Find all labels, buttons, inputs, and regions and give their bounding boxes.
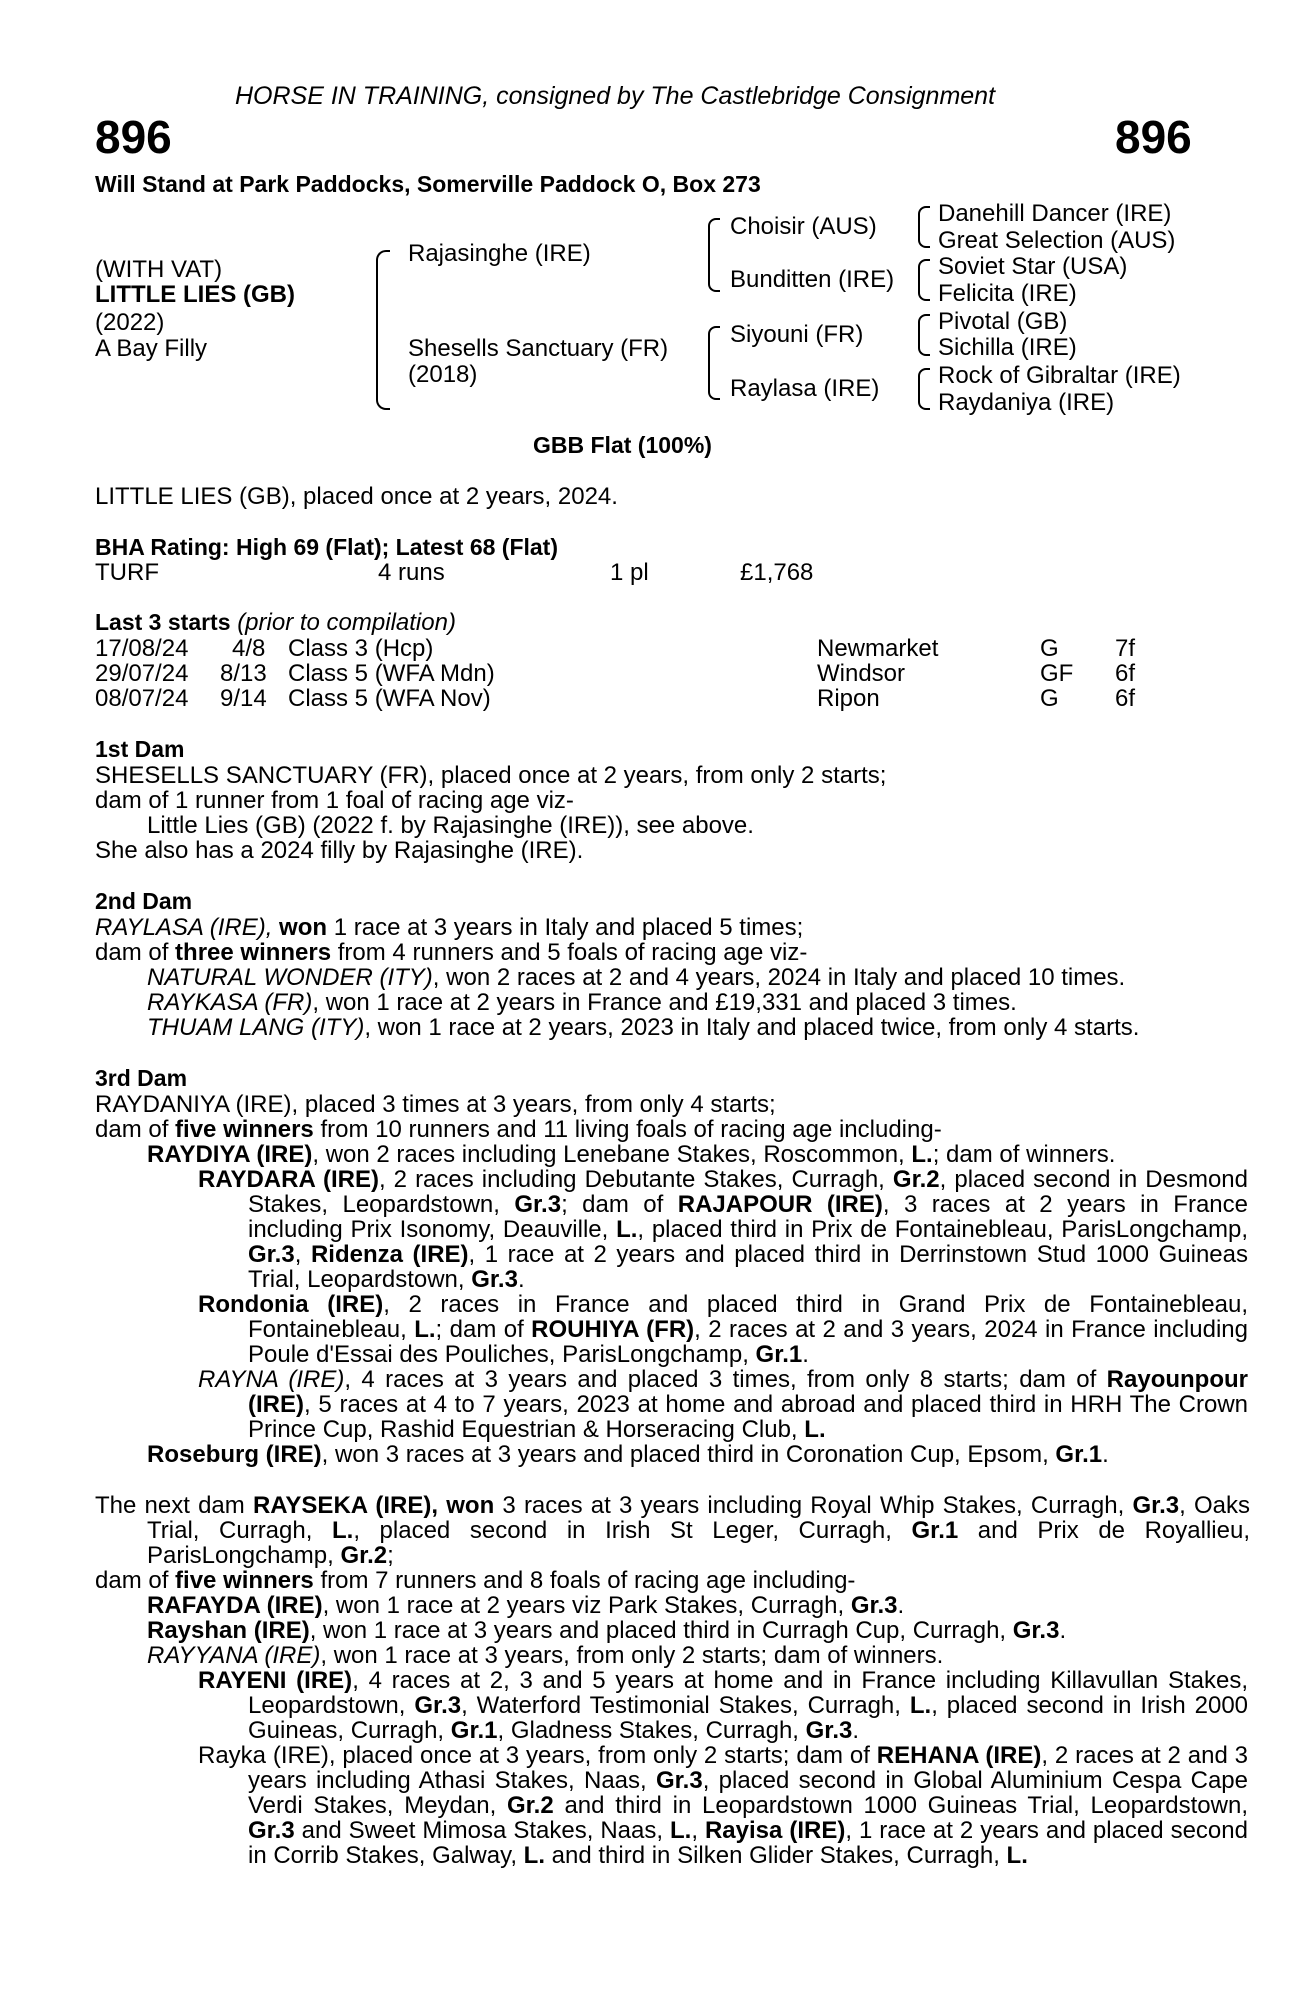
horse-name: RAYLASA (IRE), (95, 914, 273, 941)
horse-name: Rayisa (IRE) (704, 1817, 846, 1844)
text: . (802, 1341, 809, 1368)
listed-label: L. (670, 1817, 692, 1844)
text: and Prix de Royallieu, ParisLongchamp, (147, 1517, 1250, 1569)
winners-count: three winners (175, 939, 332, 966)
text: . (517, 1266, 525, 1293)
pedigree-dss: Pivotal (GB) (938, 308, 1068, 335)
listed-label: L. (616, 1216, 638, 1243)
text: , 4 races at 3 years and placed 3 times, from only 8 starts; dam of (344, 1366, 1097, 1393)
text: . (1102, 1441, 1109, 1468)
next-dam-paragraph (95, 1493, 1250, 1568)
group-label: Gr.1 (1055, 1441, 1103, 1468)
group-label: Gr.3 (414, 1692, 462, 1719)
pedigree-brace-ss (918, 206, 930, 248)
start-class: Class 3 (Hcp) (288, 635, 434, 662)
text: , 2 races including Debutante Stakes, Curragh, (378, 1166, 885, 1193)
text: , placed second in Desmond Stakes, Leopardstown, (248, 1166, 1248, 1218)
progeny-paragraph-rayeni (198, 1668, 1248, 1743)
pedigree-sd: Bunditten (IRE) (730, 266, 895, 293)
horse-name: THUAM LANG (ITY) (147, 1014, 365, 1041)
first-dam-line: dam of 1 runner from 1 foal of racing age viz- (95, 787, 574, 814)
text: . (897, 1592, 905, 1619)
text: , won 1 race at 2 years, 2023 in Italy and placed twice, from only 4 starts. (364, 1014, 1140, 1041)
text: , 2 races at 2 and 3 years, 2024 in France including Poule d'Essai des Pouliches, ParisLongchamp, (248, 1316, 1248, 1368)
rating-earnings: £1,768 (740, 559, 814, 586)
group-label: Gr.1 (755, 1341, 803, 1368)
group-label: Gr.1 (911, 1517, 959, 1544)
text: dam of (95, 1116, 169, 1143)
start-going: G (1040, 685, 1059, 712)
group-label: Gr.3 (471, 1266, 518, 1293)
stand-location: Will Stand at Park Paddocks, Somerville Paddock O, Box 273 (95, 171, 761, 197)
text: , Oaks Trial, Curragh, (147, 1492, 1251, 1544)
text: 3 races at 3 years including Royal Whip Stakes, Curragh, (502, 1492, 1125, 1519)
text: , won 1 race at 3 years, from only 2 starts; dam of winners. (320, 1642, 944, 1669)
progeny-paragraph-rayna (198, 1367, 1248, 1442)
listed-label: L. (804, 1416, 826, 1443)
start-distance: 6f (1115, 685, 1136, 712)
listed-label: L. (331, 1517, 354, 1544)
start-position: 9/14 (220, 685, 267, 712)
last-starts-title: Last 3 starts (95, 609, 231, 635)
vat-note: (WITH VAT) (95, 256, 223, 283)
horse-name: RAYDIYA (IRE) (147, 1141, 313, 1168)
start-course: Ripon (817, 685, 880, 712)
start-going: G (1040, 635, 1059, 662)
listed-label: L. (909, 1692, 932, 1719)
pedigree-sss: Danehill Dancer (IRE) (938, 200, 1172, 227)
first-dam-line: She also has a 2024 filly by Rajasinghe (IRE). (95, 837, 584, 864)
text: and Sweet Mimosa Stakes, Naas, (301, 1817, 664, 1844)
text: , won 3 races at 3 years and placed third in Coronation Cup, Epsom, (321, 1441, 1049, 1468)
pedigree-sire: Rajasinghe (IRE) (408, 240, 591, 267)
second-dam-line (95, 940, 807, 965)
pedigree-brace-dam (708, 326, 720, 400)
listed-label: L. (1006, 1842, 1028, 1869)
horse-year: (2022) (95, 309, 165, 336)
pedigree-brace-sire (708, 218, 720, 292)
text: ; dam of (435, 1316, 524, 1343)
text: from 10 runners and 11 living foals of racing age including- (320, 1116, 942, 1143)
progeny-paragraph-raydara (198, 1167, 1248, 1292)
winners-count: five winners (175, 1567, 314, 1594)
pedigree-brace-sd (918, 259, 930, 301)
progeny-paragraph-rondonia (198, 1292, 1248, 1367)
text: , Waterford Testimonial Stakes, Curragh, (461, 1692, 901, 1719)
start-course: Windsor (817, 660, 906, 687)
horse-name: RAFAYDA (IRE) (147, 1592, 323, 1619)
text: . (1059, 1617, 1067, 1644)
page-header: HORSE IN TRAINING, consigned by The Castlebridge Consignment (235, 82, 996, 110)
won-label: won (279, 914, 328, 941)
listed-label: L. (911, 1141, 933, 1168)
horse-name: RAJAPOUR (IRE) (677, 1191, 883, 1218)
text: , placed second in Irish St Leger, Curragh, (353, 1517, 892, 1544)
rating-surface: TURF (95, 559, 159, 586)
group-label: Gr.3 (514, 1191, 562, 1218)
horse-name: Roseburg (IRE) (147, 1441, 322, 1468)
text: , 5 races at 4 to 7 years, 2023 at home and abroad and placed third in HRH The Crown Prince Cup, Rashid Equestrian & Horseracing Club, (248, 1391, 1248, 1443)
text: Rayka (IRE), placed once at 3 years, from only 2 starts; dam of (198, 1742, 870, 1769)
text: 1 race at 3 years in Italy and placed 5 times; (333, 914, 804, 941)
start-distance: 7f (1115, 635, 1136, 662)
text: , won 2 races at 2 and 4 years, 2024 in Italy and placed 10 times. (432, 964, 1126, 991)
group-label: Gr.3 (805, 1717, 853, 1744)
horse-description: A Bay Filly (95, 335, 208, 362)
start-position: 4/8 (232, 635, 266, 662)
pedigree-brace-ds (918, 314, 930, 356)
horse-name: RAYYANA (IRE) (147, 1642, 321, 1669)
horse-name: Rayshan (IRE) (147, 1617, 310, 1644)
first-dam-line: SHESELLS SANCTUARY (FR), placed once at 2 years, from only 2 starts; (95, 762, 887, 789)
text: , 2 races at 2 and 3 years including Athasi Stakes, Naas, (248, 1742, 1249, 1794)
text: from 7 runners and 8 foals of racing age including- (320, 1567, 856, 1594)
horse-name: LITTLE LIES (GB) (95, 281, 295, 308)
progeny-line (147, 1015, 1139, 1040)
progeny-line (147, 1618, 1066, 1643)
progeny-line (147, 1142, 1115, 1167)
bha-rating: BHA Rating: High 69 (Flat); Latest 68 (Flat) (95, 534, 558, 560)
group-label: Gr.3 (655, 1767, 703, 1794)
text: , won 1 race at 2 years in France and £19,331 and placed 3 times. (312, 989, 1017, 1016)
group-label: Gr.2 (892, 1166, 940, 1193)
progeny-line (147, 1442, 1109, 1467)
text: , won 2 races including Lenebane Stakes, Roscommon, (312, 1141, 905, 1168)
start-going: GF (1040, 660, 1074, 687)
pedigree-dds: Rock of Gibraltar (IRE) (938, 362, 1181, 389)
horse-name: Ridenza (IRE) (310, 1241, 469, 1268)
rating-runs: 4 runs (378, 559, 445, 586)
start-class: Class 5 (WFA Mdn) (288, 660, 495, 687)
won-label: won (446, 1492, 495, 1519)
lot-number-left: 896 (95, 111, 172, 163)
third-dam-line (95, 1117, 942, 1142)
lot-number-right: 896 (1115, 111, 1192, 163)
listed-label: L. (414, 1316, 436, 1343)
third-dam-line: RAYDANIYA (IRE), placed 3 times at 3 years, from only 4 starts; (95, 1091, 776, 1118)
second-dam-title: 2nd Dam (95, 888, 193, 914)
group-label: Gr.2 (507, 1792, 554, 1819)
pedigree-ssd: Great Selection (AUS) (938, 227, 1176, 254)
horse-name: RAYNA (IRE) (198, 1366, 345, 1393)
start-class: Class 5 (WFA Nov) (288, 685, 491, 712)
pedigree-dd: Raylasa (IRE) (730, 375, 880, 402)
second-dam-line (95, 915, 803, 940)
horse-name: NATURAL WONDER (ITY) (147, 964, 433, 991)
progeny-line (147, 1643, 943, 1668)
text: , 2 races in France and placed third in Grand Prix de Fontainebleau, Fontainebleau, (248, 1291, 1248, 1343)
text: , (691, 1817, 698, 1844)
text: , won 1 race at 3 years and placed third in Curragh Cup, Curragh, (309, 1617, 1007, 1644)
last-starts-note: (prior to compilation) (237, 609, 456, 636)
winners-count: five winners (175, 1116, 314, 1143)
horse-name: ROUHIYA (FR) (531, 1316, 695, 1343)
start-course: Newmarket (817, 635, 939, 662)
pedigree-dam-year: (2018) (408, 361, 478, 388)
progeny-line (147, 965, 1125, 990)
horse-name: RAYSEKA (IRE), (252, 1492, 439, 1519)
pedigree-ds: Siyouni (FR) (730, 321, 864, 348)
start-date: 29/07/24 (95, 660, 189, 687)
start-date: 17/08/24 (95, 635, 189, 662)
start-position: 8/13 (220, 660, 267, 687)
text: , placed second in Global Aluminium Cespa Cape Verdi Stakes, Meydan, (248, 1767, 1248, 1819)
text: , 1 race at 2 years and placed third in Derrinstown Stud 1000 Guineas Trial, Leopardstown, (248, 1241, 1248, 1293)
group-label: Gr.3 (248, 1241, 295, 1268)
pedigree-brace-main (376, 250, 390, 410)
text: , Gladness Stakes, Curragh, (497, 1717, 799, 1744)
listed-label: L. (523, 1842, 545, 1869)
group-label: Gr.3 (850, 1592, 898, 1619)
text: ; dam of (561, 1191, 664, 1218)
text: The next dam (95, 1492, 245, 1519)
first-dam-line: Little Lies (GB) (2022 f. by Rajasinghe (IRE)), see above. (147, 812, 754, 839)
next-dam-line (95, 1568, 855, 1593)
text: , placed second in Irish 2000 Guineas, Curragh, (248, 1692, 1249, 1744)
text: , placed third in Prix de Fontainebleau, ParisLongchamp, (637, 1216, 1249, 1243)
race-summary: LITTLE LIES (GB), placed once at 2 years, 2024. (95, 483, 618, 510)
text: , 4 races at 2, 3 and 5 years at home and in France including Killavullan Stakes, Leopardstown, (248, 1667, 1248, 1719)
horse-name: REHANA (IRE) (876, 1742, 1042, 1769)
pedigree-dam: Shesells Sanctuary (FR) (408, 335, 669, 362)
last-starts-heading (95, 610, 456, 635)
group-label: Gr.3 (248, 1817, 295, 1844)
start-distance: 6f (1115, 660, 1136, 687)
horse-name: RAYKASA (FR) (147, 989, 313, 1016)
horse-name: Rayounpour (IRE) (248, 1366, 1248, 1418)
text: and third in Leopardstown 1000 Guineas Trial, Leopardstown, (564, 1792, 1248, 1819)
first-dam-title: 1st Dam (95, 736, 185, 762)
group-label: Gr.3 (1132, 1492, 1180, 1519)
horse-name: RAYENI (IRE) (198, 1667, 353, 1694)
text: and third in Silken Glider Stakes, Curragh, (551, 1842, 1000, 1869)
pedigree-brace-dd (918, 368, 930, 410)
text: , 1 race at 2 years and placed second in Corrib Stakes, Galway, (248, 1817, 1248, 1869)
text: , 3 races at 2 years in France including Prix Isonomy, Deauville, (248, 1191, 1248, 1243)
group-label: Gr.1 (450, 1717, 498, 1744)
text: from 4 runners and 5 foals of racing age viz- (337, 939, 808, 966)
text: , (294, 1241, 302, 1268)
pedigree-ss: Choisir (AUS) (730, 213, 877, 240)
text: ; dam of winners. (932, 1141, 1116, 1168)
horse-name: RAYDARA (IRE) (198, 1166, 379, 1193)
group-label: Gr.2 (340, 1542, 388, 1569)
rating-placed: 1 pl (610, 559, 649, 586)
text: . (852, 1717, 860, 1744)
pedigree-ddd: Raydaniya (IRE) (938, 389, 1115, 416)
text: dam of (95, 1567, 169, 1594)
progeny-line (147, 990, 1017, 1015)
pedigree-sdd: Felicita (IRE) (938, 280, 1077, 307)
progeny-paragraph-rayka (198, 1743, 1248, 1868)
third-dam-title: 3rd Dam (95, 1065, 188, 1091)
text: ; (387, 1542, 394, 1569)
progeny-line (147, 1593, 904, 1618)
text: , won 1 race at 2 years viz Park Stakes, Curragh, (322, 1592, 845, 1619)
pedigree-dsd: Sichilla (IRE) (938, 334, 1077, 361)
group-label: Gr.3 (1012, 1617, 1060, 1644)
pedigree-sds: Soviet Star (USA) (938, 253, 1128, 280)
text: dam of (95, 939, 169, 966)
gbb-status: GBB Flat (100%) (533, 432, 712, 458)
start-date: 08/07/24 (95, 685, 189, 712)
horse-name: Rondonia (IRE) (198, 1291, 384, 1318)
